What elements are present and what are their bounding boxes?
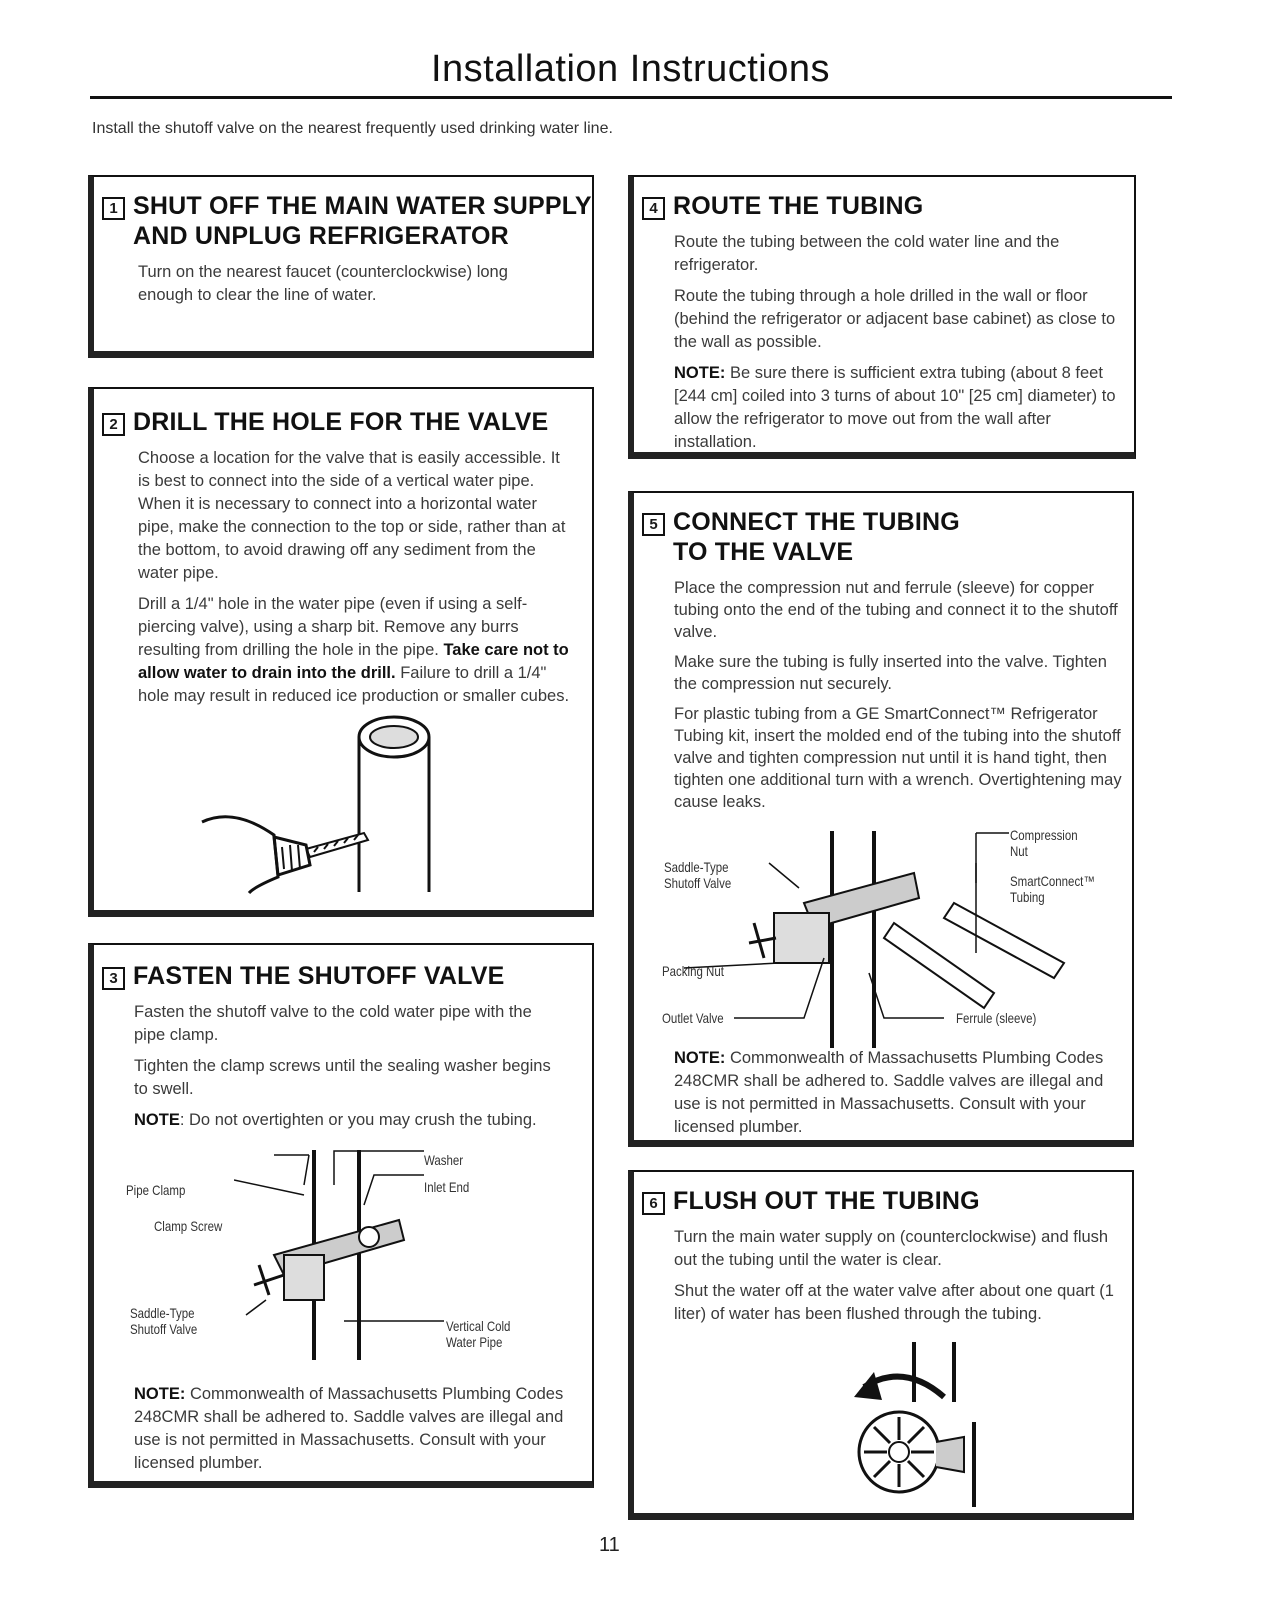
drill-illustration xyxy=(194,707,494,897)
callout-packing-nut: Packing Nut xyxy=(662,963,724,979)
step-3-paragraph-1: Fasten the shutoff valve to the cold water pipe with the pipe clamp. xyxy=(134,1003,532,1044)
callout-clamp-screw: Clamp Screw xyxy=(154,1218,223,1234)
step-6-box xyxy=(628,1170,1134,1520)
step-4-box xyxy=(628,175,1136,459)
title-divider xyxy=(90,96,1172,99)
step-4-paragraph-2: Route the tubing through a hole drilled in the wall or floor (behind the refrigerator or adjacent base cabinet) as close to the wall as possible. xyxy=(674,287,1116,351)
step-5-paragraph-2: Make sure the tubing is fully inserted into the valve. Tighten the compression nut securely. xyxy=(674,653,1107,693)
step-3-number: 3 xyxy=(102,967,125,990)
step-5-box xyxy=(628,491,1134,1147)
step-4-paragraph-1: Route the tubing between the cold water line and the refrigerator. xyxy=(674,233,1060,274)
valve-handle-illustration xyxy=(824,1342,994,1512)
step-4-title: ROUTE THE TUBING xyxy=(673,192,924,220)
callout-inlet-end: Inlet End xyxy=(424,1179,470,1195)
callout-vertical-cold: Vertical Cold xyxy=(446,1318,511,1334)
callout-smartconnect: SmartConnect™ xyxy=(1010,873,1095,889)
callout-tubing: Tubing xyxy=(1010,889,1045,905)
step-4-note: NOTE: Be sure there is sufficient extra tubing (about 8 feet [244 cm] coiled into 3 turns of about 10" [25 cm] diameter) to allow the refrigerator to move out from the wall after installation. xyxy=(674,364,1116,451)
tubing-connection-diagram xyxy=(654,823,1134,1053)
step-1-box xyxy=(88,175,594,358)
callout-nut: Nut xyxy=(1010,843,1028,859)
step-2-box xyxy=(88,387,594,917)
callout-saddle-type: Saddle-Type xyxy=(664,859,729,875)
step-4-number: 4 xyxy=(642,197,665,220)
intro-text: Install the shutoff valve on the nearest frequently used drinking water line. xyxy=(92,120,613,137)
step-5-paragraph-1: Place the compression nut and ferrule (sleeve) for copper tubing onto the end of the tubing and connect it to the shutoff valve. xyxy=(674,579,1118,641)
page-title: Installation Instructions xyxy=(430,48,831,90)
callout-shutoff-valve: Shutoff Valve xyxy=(664,875,732,891)
step-6-number: 6 xyxy=(642,1192,665,1215)
step-2-number: 2 xyxy=(102,413,125,436)
callout-pipe-clamp: Pipe Clamp xyxy=(126,1182,186,1198)
callout-water-pipe: Water Pipe xyxy=(446,1334,503,1350)
step-6-title: FLUSH OUT THE TUBING xyxy=(673,1187,980,1215)
callout-saddle-type: Saddle-Type xyxy=(130,1305,195,1321)
step-3-note-2: NOTE: Commonwealth of Massachusetts Plumbing Codes 248CMR shall be adhered to. Saddle valves are illegal and use is not permitted in Massachusetts. Consult with your licensed plumber. xyxy=(134,1385,564,1472)
step-5-number: 5 xyxy=(642,513,665,536)
callout-ferrule: Ferrule (sleeve) xyxy=(956,1010,1037,1026)
step-3-paragraph-2: Tighten the clamp screws until the sealing washer begins to swell. xyxy=(134,1057,551,1098)
step-2-paragraph-1: Choose a location for the valve that is easily accessible. It is best to connect into the side of a vertical water pipe. When it is necessary to connect into a horizontal water pipe, make the connection to the top or side, rather than at the bottom, to avoid drawing off any sediment from the water pipe. xyxy=(138,449,566,582)
step-1-text: Turn on the nearest faucet (counterclockwise) long enough to clear the line of water. xyxy=(138,263,508,304)
callout-compression: Compression xyxy=(1010,827,1078,843)
page-number: 11 xyxy=(599,1534,620,1556)
step-6-paragraph-2: Shut the water off at the water valve after about one quart (1 liter) of water has been flushed through the tubing. xyxy=(674,1282,1114,1323)
step-3-box xyxy=(88,943,594,1488)
step-6-paragraph-1: Turn the main water supply on (counterclockwise) and flush out the tubing until the water is clear. xyxy=(674,1228,1109,1269)
step-5-title: CONNECT THE TUBING TO THE VALVE xyxy=(673,508,960,566)
step-2-title: DRILL THE HOLE FOR THE VALVE xyxy=(133,408,549,436)
step-5-paragraph-3: For plastic tubing from a GE SmartConnect™ Refrigerator Tubing kit, insert the molded end of the tubing into the shutoff valve and tighten compression nut until it is hand tight, then tighten one additional turn with a wrench. Overtightening may cause leaks. xyxy=(674,705,1122,811)
step-1-title: SHUT OFF THE MAIN WATER SUPPLY AND UNPLUG REFRIGERATOR xyxy=(133,192,592,250)
callout-outlet-valve: Outlet Valve xyxy=(662,1010,724,1026)
step-5-note: NOTE: Commonwealth of Massachusetts Plumbing Codes 248CMR shall be adhered to. Saddle valves are illegal and use is not permitted in Massachusetts. Consult with your licensed plumber. xyxy=(674,1049,1104,1136)
step-3-note: NOTE: Do not overtighten or you may crush the tubing. xyxy=(134,1111,537,1129)
step-3-title: FASTEN THE SHUTOFF VALVE xyxy=(133,962,505,990)
callout-shutoff-valve: Shutoff Valve xyxy=(130,1321,198,1337)
callout-washer: Washer xyxy=(424,1152,464,1168)
step-2-paragraph-2: Drill a 1/4" hole in the water pipe (even if using a self-piercing valve), using a sharp bit. Remove any burrs resulting from drilling the hole in the pipe. Take care not to allow water to drain into the drill. Failure to drill a 1/4" hole may result in reduced ice production or smaller cubes. xyxy=(138,595,570,705)
step-1-number: 1 xyxy=(102,197,125,220)
